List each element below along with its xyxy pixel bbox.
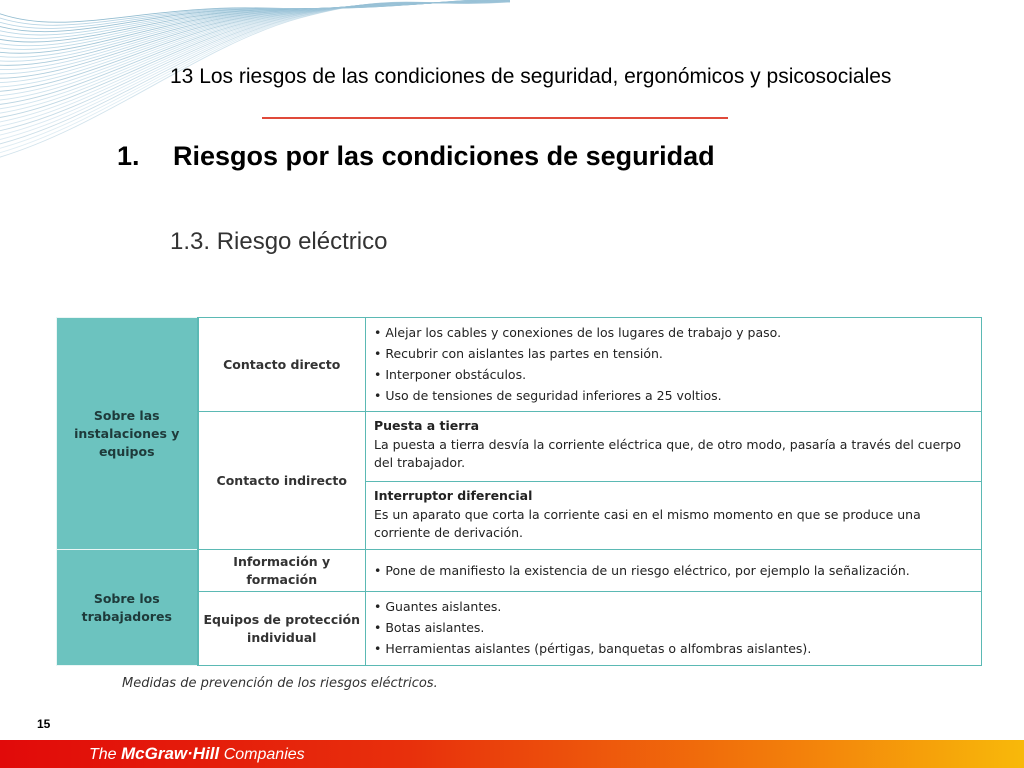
measure-item: • Interponer obstáculos. [374,364,973,385]
prevention-measures-table [56,317,982,666]
category-cell-installations: Sobre las instalaciones y equipos [57,318,198,550]
subsection-heading: 1.3. Riesgo eléctrico [170,228,388,255]
measure-item: • Recubrir con aislantes las partes en tensión. [374,343,973,364]
wave-line [0,0,510,49]
measure-item: • Alejar los cables y conexiones de los lugares de trabajo y paso. [374,322,973,343]
footer-bar [0,740,1024,768]
measure-item: • Uso de tensiones de seguridad inferiores a 25 voltios. [374,385,973,406]
logo-prefix: The [89,746,122,763]
subcategory-cell-direct-contact: Contacto directo [198,318,366,412]
measures-list [374,596,973,659]
logo-brand: McGraw·Hill [121,744,220,763]
section-heading [117,141,715,172]
measure-item: • Pone de manifiesto la existencia de un riesgo eléctrico, por ejemplo la señalización. [374,560,973,581]
measure-item: • Botas aislantes. [374,617,973,638]
publisher-logo [89,744,305,764]
measure-item: • Herramientas aislantes (pértigas, banquetas o alfombras aislantes). [374,638,973,659]
subcategory-cell-indirect-contact: Contacto indirecto [198,412,366,550]
title-underline [262,117,728,119]
section-title: Riesgos por las condiciones de seguridad [173,141,715,171]
measure-text: La puesta a tierra desvía la corriente eléctrica que, de otro modo, pasaría a través del cuerpo del trabajador. [374,437,961,470]
measures-cell [366,592,982,666]
presentation-title: 13 Los riesgos de las condiciones de seguridad, ergonómicos y psicosociales [170,65,892,88]
subcategory-cell-information-training: Información y formación [198,550,366,592]
measures-list [374,322,973,406]
measure-item: • Guantes aislantes. [374,596,973,617]
measures-cell [366,412,982,482]
subcategory-cell-protective-equipment: Equipos de protección individual [198,592,366,666]
table-row [57,318,982,412]
measures-cell [366,482,982,550]
measure-title: Puesta a tierra [374,418,480,433]
measures-cell [366,318,982,412]
measure-title: Interruptor diferencial [374,488,533,503]
page-number: 15 [37,717,51,731]
measures-list [374,560,973,581]
section-number: 1. [117,141,140,171]
table-caption: Medidas de prevención de los riesgos eléctricos. [122,676,438,691]
logo-suffix: Companies [219,746,305,763]
measures-cell [366,550,982,592]
category-cell-workers: Sobre los trabajadores [57,550,198,666]
measure-text: Es un aparato que corta la corriente casi en el mismo momento en que se produce una corriente de derivación. [374,507,921,540]
table-row [57,550,982,592]
